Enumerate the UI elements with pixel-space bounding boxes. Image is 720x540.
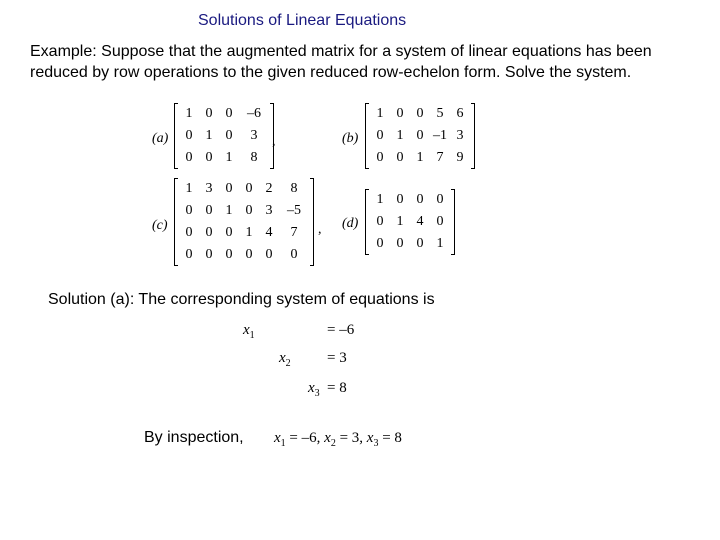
matrix-b-cell: 0 (416, 106, 424, 121)
matrix-c-cell: 0 (225, 247, 233, 262)
matrix-d-cell: 0 (396, 236, 404, 251)
matrix-b-cell: –1 (433, 128, 447, 143)
system-eq-2-rhs: = 3 (327, 350, 347, 366)
matrix-a-cell: 0 (225, 128, 233, 143)
matrix-d-cell: 0 (436, 192, 444, 207)
matrix-c-cell: 0 (185, 203, 193, 218)
matrix-d-row (370, 233, 450, 255)
matrix-b-label: (b) (342, 131, 359, 146)
matrix-a-cell: –6 (247, 106, 261, 121)
matrix-c-cell: 0 (245, 247, 253, 262)
matrix-c-cell: 1 (225, 203, 233, 218)
matrix-d-cell: 4 (416, 214, 424, 229)
matrix-d-cell: 0 (416, 236, 424, 251)
matrix-a-cell: 1 (185, 106, 193, 121)
matrix-c-cell: 3 (265, 203, 273, 218)
matrix-a-comma: , (272, 134, 276, 149)
matrix-a-row (179, 147, 269, 169)
matrix-c-cell: 0 (205, 225, 213, 240)
matrix-c-cell: 8 (290, 181, 298, 196)
matrix-d-cell: 0 (416, 192, 424, 207)
matrix-c-cell: –5 (287, 203, 301, 218)
matrix-c-cell: 0 (205, 247, 213, 262)
solution-intro: Solution (a): The corresponding system of equations is (48, 291, 435, 308)
matrix-a-cell: 0 (225, 106, 233, 121)
matrix-a-cell: 0 (205, 106, 213, 121)
matrix-b-cell: 9 (456, 150, 464, 165)
matrix-a (174, 103, 274, 169)
matrix-b-cell: 0 (416, 128, 424, 143)
matrix-c-cell: 7 (290, 225, 298, 240)
matrix-c-cell: 0 (225, 225, 233, 240)
matrix-c-row (179, 178, 309, 200)
matrix-b-row (370, 103, 470, 125)
matrix-c-cell: 0 (205, 203, 213, 218)
matrix-c-cell: 2 (265, 181, 273, 196)
matrix-b-cell: 0 (376, 128, 384, 143)
matrix-b-cell: 7 (436, 150, 444, 165)
matrix-d-table (370, 189, 450, 255)
matrix-d-cell: 0 (376, 214, 384, 229)
matrix-c-comma: , (318, 222, 322, 237)
matrix-b-row (370, 125, 470, 147)
matrix-c-cell: 0 (290, 247, 298, 262)
system-eq-1-lhs: $x_1$ (243, 322, 255, 341)
matrix-c-row (179, 222, 309, 244)
matrix-c-cell: 0 (185, 225, 193, 240)
matrix-c-row (179, 244, 309, 266)
matrix-c-table (179, 178, 309, 266)
matrix-b-cell: 1 (416, 150, 424, 165)
matrix-a-label: (a) (152, 131, 169, 146)
matrix-d-row (370, 189, 450, 211)
matrix-a-cell: 0 (185, 128, 193, 143)
matrix-c (174, 178, 314, 266)
matrix-b-cell: 6 (456, 106, 464, 121)
matrix-d (365, 189, 455, 255)
matrix-a-cell: 3 (250, 128, 258, 143)
matrix-a-cell: 8 (250, 150, 258, 165)
matrix-b-cell: 0 (396, 106, 404, 121)
system-eq-3-lhs: $x_3$ (308, 380, 320, 399)
solution-answer: $x_1 = -6$, $x_2 = 3$, $x_3 = 8$ (274, 430, 402, 449)
matrix-a-cell: 0 (205, 150, 213, 165)
matrix-b-row (370, 147, 470, 169)
system-eq-1-rhs: = –6 (327, 322, 355, 338)
matrix-a-cell: 0 (185, 150, 193, 165)
matrix-d-row (370, 211, 450, 233)
matrix-d-cell: 0 (396, 192, 404, 207)
matrix-c-label: (c) (152, 218, 168, 233)
matrix-c-cell: 0 (185, 247, 193, 262)
matrix-b-cell: 5 (436, 106, 444, 121)
matrix-a-row (179, 125, 269, 147)
matrix-c-cell: 4 (265, 225, 273, 240)
matrix-b-table (370, 103, 470, 169)
matrix-a-table (179, 103, 269, 169)
matrix-c-cell: 0 (245, 181, 253, 196)
matrix-b-cell: 1 (396, 128, 404, 143)
matrix-d-cell: 1 (376, 192, 384, 207)
matrix-d-cell: 0 (376, 236, 384, 251)
matrix-c-cell: 0 (265, 247, 273, 262)
matrix-d-cell: 1 (436, 236, 444, 251)
slide-title: Solutions of Linear Equations (198, 12, 407, 29)
matrix-c-cell: 1 (185, 181, 193, 196)
matrix-a-row (179, 103, 269, 125)
system-eq-3-rhs: = 8 (327, 380, 347, 396)
matrix-a-cell: 1 (225, 150, 233, 165)
matrix-c-row (179, 200, 309, 222)
matrix-a-cell: 1 (205, 128, 213, 143)
matrix-d-cell: 0 (436, 214, 444, 229)
matrix-c-cell: 1 (245, 225, 253, 240)
matrix-c-cell: 0 (225, 181, 233, 196)
matrix-c-cell: 3 (205, 181, 213, 196)
matrix-d-cell: 1 (396, 214, 404, 229)
system-eq-2-lhs: $x_2$ (279, 350, 291, 369)
inspection-label: By inspection, (144, 429, 244, 446)
matrix-b-cell: 3 (456, 128, 464, 143)
problem-statement: Example: Suppose that the augmented matrix for a system of linear equations has been reduced by row operations to the given reduced row-echelon form. Solve the system. (30, 43, 652, 81)
matrix-b-cell: 1 (376, 106, 384, 121)
matrix-c-cell: 0 (245, 203, 253, 218)
matrix-b-cell: 0 (396, 150, 404, 165)
matrix-b-cell: 0 (376, 150, 384, 165)
matrix-b (365, 103, 475, 169)
matrix-d-label: (d) (342, 216, 359, 231)
